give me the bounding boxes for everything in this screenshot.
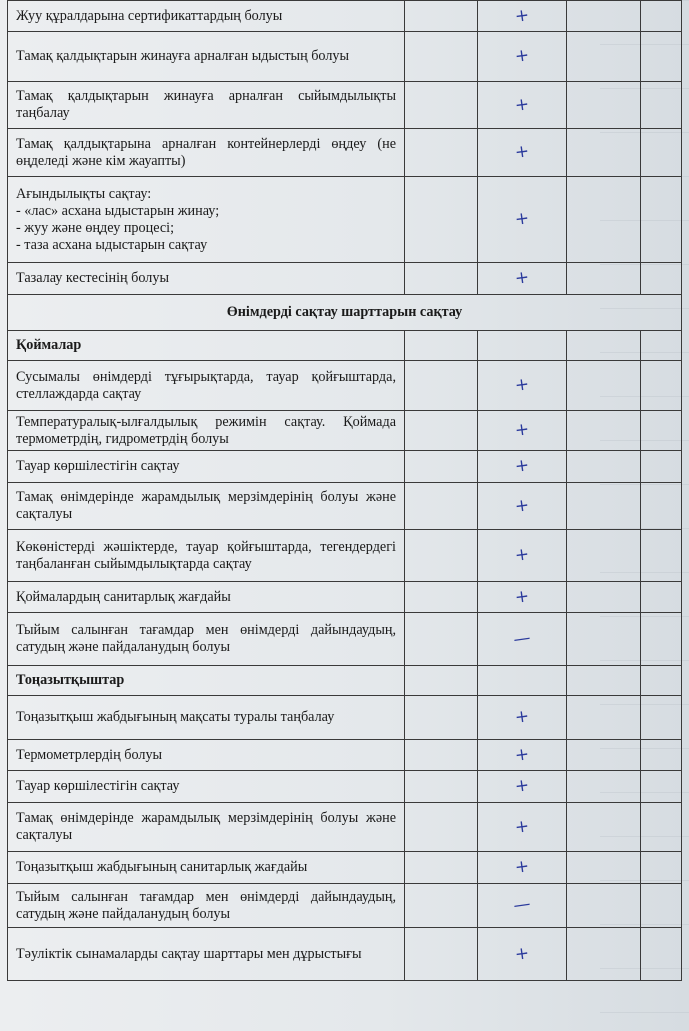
criterion-text: Тоңазытқыш жабдығының санитарлық жағдайы bbox=[8, 852, 405, 884]
plus-mark-icon: + bbox=[513, 856, 531, 878]
table-row bbox=[8, 771, 682, 803]
criterion-text: Тыйым салынған тағамдар мен өнімдерді дайындаудың, сатудың және пайдаланудың болуы bbox=[8, 613, 405, 666]
check-cell bbox=[405, 771, 478, 803]
table-row bbox=[8, 696, 682, 740]
check-cell bbox=[641, 884, 682, 928]
table-row bbox=[8, 582, 682, 613]
check-cell bbox=[641, 129, 682, 177]
check-cell bbox=[405, 1, 478, 32]
check-cell bbox=[567, 928, 641, 981]
check-cell bbox=[405, 884, 478, 928]
plus-mark-icon: + bbox=[513, 208, 531, 230]
plus-mark-icon: + bbox=[513, 419, 531, 441]
check-cell bbox=[478, 1, 567, 32]
check-cell bbox=[641, 803, 682, 852]
table-row bbox=[8, 803, 682, 852]
check-cell bbox=[641, 361, 682, 411]
plus-mark-icon: + bbox=[513, 374, 531, 396]
check-cell bbox=[478, 451, 567, 483]
check-cell bbox=[405, 530, 478, 582]
dash-mark-icon: — bbox=[512, 627, 532, 650]
table-row bbox=[8, 884, 682, 928]
table-row bbox=[8, 129, 682, 177]
check-cell bbox=[567, 696, 641, 740]
check-cell bbox=[478, 803, 567, 852]
check-cell bbox=[567, 613, 641, 666]
check-cell bbox=[405, 803, 478, 852]
check-cell bbox=[478, 771, 567, 803]
check-cell bbox=[405, 740, 478, 771]
table-row bbox=[8, 451, 682, 483]
check-cell bbox=[405, 613, 478, 666]
check-cell bbox=[405, 582, 478, 613]
plus-mark-icon: + bbox=[513, 775, 531, 797]
check-cell bbox=[405, 82, 478, 129]
subsection-row bbox=[8, 331, 682, 361]
plus-mark-icon: + bbox=[513, 544, 531, 566]
check-cell bbox=[567, 32, 641, 82]
check-cell bbox=[567, 331, 641, 361]
table-row bbox=[8, 1, 682, 32]
table-row bbox=[8, 483, 682, 530]
check-cell bbox=[567, 1, 641, 32]
criterion-text: Термометрлердің болуы bbox=[8, 740, 405, 771]
criterion-text: Тамақ қалдықтарына арналған контейнерлерді өңдеу (не өңделеді және кім жауапты) bbox=[8, 129, 405, 177]
criterion-text: Жуу құралдарына сертификаттардың болуы bbox=[8, 1, 405, 32]
criterion-text: Тамақ өнімдерінде жарамдылық мерзімдерінің болуы және сақталуы bbox=[8, 483, 405, 530]
plus-mark-icon: + bbox=[513, 815, 531, 838]
check-cell bbox=[478, 82, 567, 129]
check-cell bbox=[567, 582, 641, 613]
check-cell bbox=[567, 361, 641, 411]
table-row bbox=[8, 361, 682, 411]
criterion-line: Ағындылықты сақтау: bbox=[16, 185, 152, 202]
criterion-text: Тауар көршілестігін сақтау bbox=[8, 451, 405, 483]
check-cell bbox=[641, 483, 682, 530]
plus-mark-icon: + bbox=[513, 706, 531, 728]
check-cell bbox=[567, 666, 641, 696]
check-cell bbox=[405, 129, 478, 177]
check-cell bbox=[567, 884, 641, 928]
section-header-row bbox=[8, 295, 682, 331]
check-cell bbox=[478, 177, 567, 263]
check-cell bbox=[478, 483, 567, 530]
table-row bbox=[8, 530, 682, 582]
subsection-row bbox=[8, 666, 682, 696]
check-cell bbox=[405, 696, 478, 740]
plus-mark-icon: + bbox=[513, 45, 531, 67]
check-cell bbox=[478, 361, 567, 411]
check-cell bbox=[567, 177, 641, 263]
criterion-text: Тамақ қалдықтарын жинауға арналған ыдыстың болуы bbox=[8, 32, 405, 82]
check-cell bbox=[405, 177, 478, 263]
check-cell bbox=[641, 666, 682, 696]
table-row bbox=[8, 263, 682, 295]
check-cell bbox=[641, 613, 682, 666]
check-cell bbox=[567, 263, 641, 295]
check-cell bbox=[478, 696, 567, 740]
criterion-line: - «лас» асхана ыдыстарын жинау; bbox=[16, 202, 220, 219]
check-cell bbox=[478, 32, 567, 82]
criterion-text: Қоймалардың санитарлық жағдайы bbox=[8, 582, 405, 613]
plus-mark-icon: + bbox=[513, 942, 531, 965]
check-cell bbox=[641, 696, 682, 740]
check-cell bbox=[567, 852, 641, 884]
check-cell bbox=[641, 32, 682, 82]
check-cell bbox=[567, 451, 641, 483]
criterion-text: Тоңазытқыш жабдығының мақсаты туралы таңбалау bbox=[8, 696, 405, 740]
plus-mark-icon: + bbox=[513, 267, 531, 289]
dash-mark-icon: — bbox=[512, 893, 532, 917]
plus-mark-icon: + bbox=[513, 93, 531, 116]
check-cell bbox=[641, 928, 682, 981]
check-cell bbox=[641, 82, 682, 129]
check-cell bbox=[478, 530, 567, 582]
table-row bbox=[8, 82, 682, 129]
criterion-text bbox=[8, 177, 405, 263]
check-cell bbox=[405, 451, 478, 483]
table-row bbox=[8, 928, 682, 981]
check-cell bbox=[567, 82, 641, 129]
table-row bbox=[8, 177, 682, 263]
criterion-text: Тамақ қалдықтарын жинауға арналған сыйымдылықты таңбалау bbox=[8, 82, 405, 129]
check-cell bbox=[405, 361, 478, 411]
criterion-line: - таза асхана ыдыстарын сақтау bbox=[16, 236, 208, 253]
check-cell bbox=[641, 771, 682, 803]
check-cell bbox=[567, 530, 641, 582]
check-cell bbox=[641, 1, 682, 32]
checklist-body bbox=[8, 1, 682, 981]
check-cell bbox=[641, 451, 682, 483]
check-cell bbox=[478, 331, 567, 361]
check-cell bbox=[478, 582, 567, 613]
check-cell bbox=[478, 411, 567, 451]
check-cell bbox=[567, 411, 641, 451]
check-cell bbox=[478, 884, 567, 928]
criterion-text: Тамақ өнімдерінде жарамдылық мерзімдерінің болуы және сақталуы bbox=[8, 803, 405, 852]
check-cell bbox=[641, 331, 682, 361]
check-cell bbox=[478, 263, 567, 295]
check-cell bbox=[478, 740, 567, 771]
check-cell bbox=[567, 771, 641, 803]
table-row bbox=[8, 852, 682, 884]
criterion-text: Сусымалы өнімдерді тұғырықтарда, тауар қойғыштарда, стеллаждарда сақтау bbox=[8, 361, 405, 411]
check-cell bbox=[567, 803, 641, 852]
check-cell bbox=[478, 928, 567, 981]
criterion-text: Тазалау кестесінің болуы bbox=[8, 263, 405, 295]
check-cell bbox=[567, 740, 641, 771]
plus-mark-icon: + bbox=[513, 141, 531, 163]
criterion-text: Температуралық-ылғалдылық режимін сақтау. Қоймада термометрдің, гидрометрдің болуы bbox=[8, 411, 405, 451]
check-cell bbox=[641, 530, 682, 582]
check-cell bbox=[478, 613, 567, 666]
check-cell bbox=[478, 129, 567, 177]
check-cell bbox=[641, 263, 682, 295]
criterion-text: Тәуліктік сынамаларды сақтау шарттары мен дұрыстығы bbox=[8, 928, 405, 981]
criterion-line: - жуу және өңдеу процесі; bbox=[16, 219, 175, 236]
table-row bbox=[8, 32, 682, 82]
check-cell bbox=[478, 852, 567, 884]
check-cell bbox=[641, 582, 682, 613]
criterion-text: Тауар көршілестігін сақтау bbox=[8, 771, 405, 803]
plus-mark-icon: + bbox=[513, 743, 531, 766]
checklist-table bbox=[7, 0, 682, 981]
check-cell bbox=[405, 331, 478, 361]
check-cell bbox=[641, 177, 682, 263]
table-row bbox=[8, 740, 682, 771]
table-row bbox=[8, 411, 682, 451]
check-cell bbox=[405, 411, 478, 451]
check-cell bbox=[641, 852, 682, 884]
check-cell bbox=[405, 852, 478, 884]
check-cell bbox=[405, 32, 478, 82]
check-cell bbox=[567, 483, 641, 530]
criterion-text: Көкөністерді жәшіктерде, тауар қойғыштарда, тегендердегі таңбаланған сыйымдылықтарда сақтау bbox=[8, 530, 405, 582]
plus-mark-icon: + bbox=[513, 494, 531, 517]
check-cell bbox=[641, 740, 682, 771]
subsection-title: Тоңазытқыштар bbox=[8, 666, 405, 696]
section-title: Өнімдерді сақтау шарттарын сақтау bbox=[8, 295, 682, 331]
check-cell bbox=[405, 928, 478, 981]
subsection-title: Қоймалар bbox=[8, 331, 405, 361]
check-cell bbox=[405, 666, 478, 696]
criterion-text: Тыйым салынған тағамдар мен өнімдерді дайындаудың, сатудың және пайдаланудың болуы bbox=[8, 884, 405, 928]
check-cell bbox=[567, 129, 641, 177]
check-cell bbox=[405, 483, 478, 530]
check-cell bbox=[641, 411, 682, 451]
check-cell bbox=[405, 263, 478, 295]
plus-mark-icon: + bbox=[513, 4, 531, 27]
plus-mark-icon: + bbox=[513, 455, 531, 477]
check-cell bbox=[478, 666, 567, 696]
plus-mark-icon: + bbox=[513, 585, 531, 608]
table-row bbox=[8, 613, 682, 666]
